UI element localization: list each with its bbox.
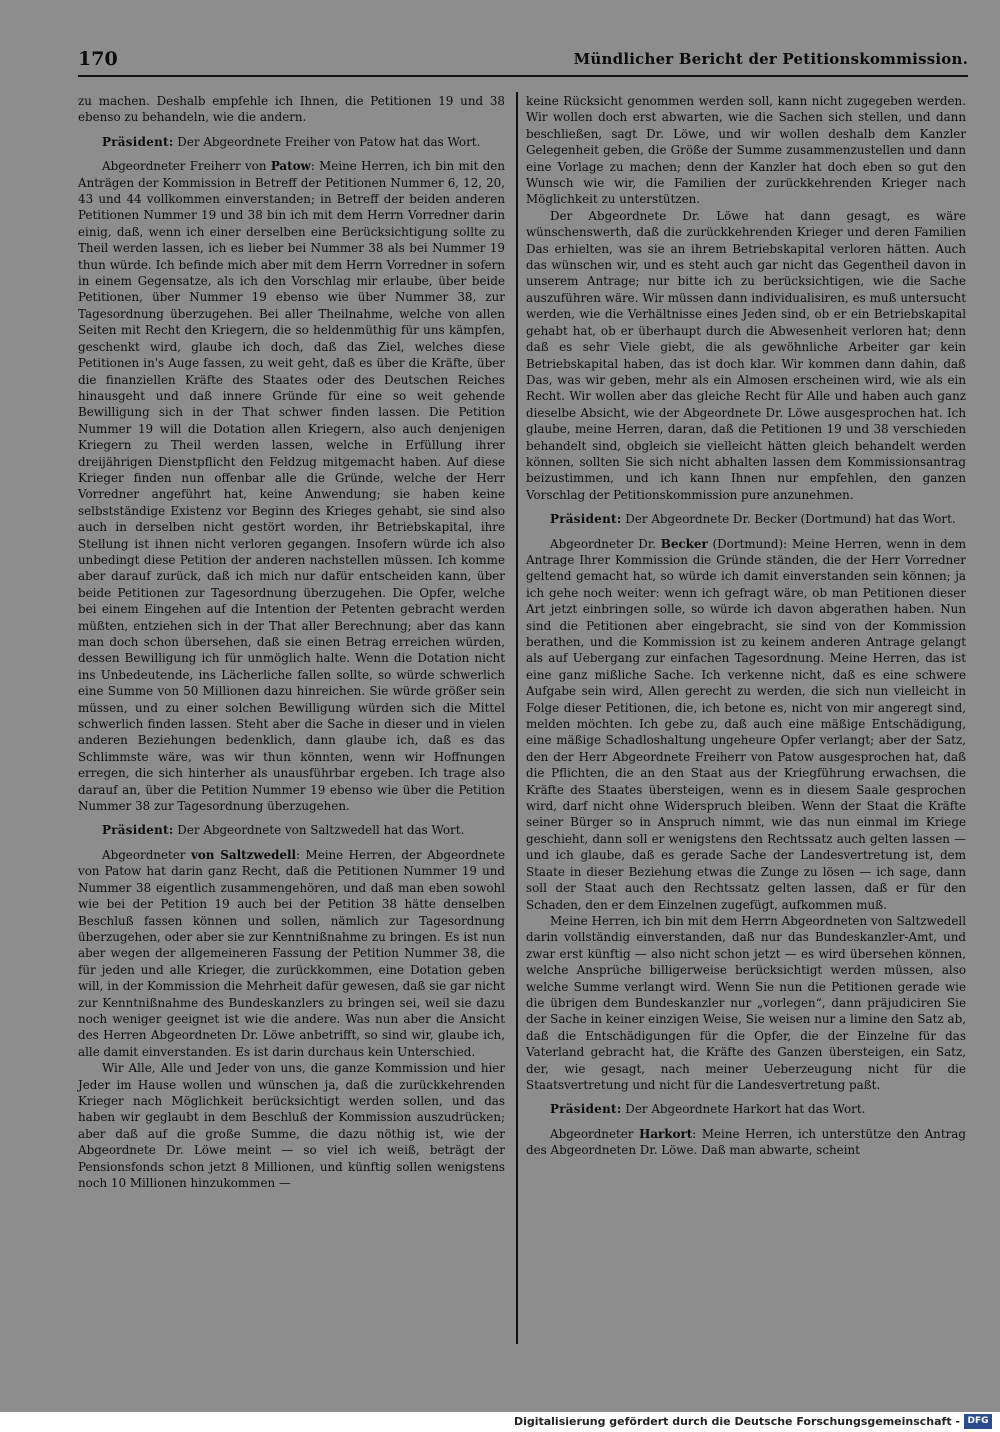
dfg-logo: DFG <box>964 1414 992 1429</box>
paragraph-text: keine Rücksicht genommen werden soll, kann nicht zugegeben werden. Wir wollen doch erst abwarten, wie die Sachen sich stellen, und dann beschließen, sagt Dr. Löwe, und wir wollen deshalb dem Kanzler Gelegenheit geben, die Größe der Summe zusammenzustellen und dann eine Vorlage zu machen; denn der Kanzler hat doch eben so gut den Wunsch wie wir, die Familien der zurückkehrenden Krieger nach Möglichkeit zu unterstützen. <box>526 94 966 207</box>
left-column <box>78 93 505 1191</box>
page-header <box>78 48 968 76</box>
speaker-name: Becker <box>660 536 708 551</box>
column-divider <box>516 92 518 1344</box>
speaker-label: Präsident: <box>550 1102 622 1117</box>
running-title: Mündlicher Bericht der Petitionskommission. <box>573 50 968 68</box>
speech-paragraph <box>526 913 966 1093</box>
paragraph-text: : Meine Herren, der Abgeordnete von Patow hat darin ganz Recht, daß die Petitionen Nummer 19 und Nummer 38 eigentlich zusammengehören, und daß man eben sowohl wie bei der Petition 19 auch bei der Petition 38 hätte denselben Beschluß fassen können und sollen, nämlich zur Tagesordnung überzugehen, oder aber sie zur Kenntnißnahme zu bringen. Es ist nun aber wegen der allgemeineren Fassung der Petition Nummer 38, die für jeden und alle Krieger, die zurückkommen, eine Dotation geben will, in der Kommission die Mehrheit dafür gewesen, daß sie gar nicht zur Kenntnißnahme des Bundeskanzlers zu bringen sei, weil sie dazu noch weniger geeignet ist wie die andere. Was nun aber die Ansicht des Herren Abgeordneten Dr. Löwe anbetrifft, so sind wir, glaube ich, alle damit einverstanden. Es ist darin durchaus kein Unterschied. <box>78 847 505 1059</box>
paragraph-text: : Meine Herren, ich unterstütze den Antrag des Abgeordneten Dr. Löwe. Daß man abwarte, scheint <box>526 1126 966 1158</box>
right-column <box>526 93 966 1159</box>
speaker-label: Präsident: <box>550 512 622 527</box>
speaker-label: Präsident: <box>102 823 174 838</box>
speaker-name: von Saltzwedell <box>190 847 297 862</box>
paragraph-text: : Meine Herren, ich bin mit den Anträgen der Kommission in Betreff der Petitionen Nummer 6, 12, 20, 43 und 44 vollkommen einverstanden; in Betreff der beiden anderen Petitionen Nummer 19 und 38 bin ich mit dem Herrn Vorredner darin einig, daß, wenn ich einer derselben eine Berücksichtigung sollte zu Theil werden lassen, ich es lieber bei Nummer 38 als bei Nummer 19 thun würde. Ich befinde mich aber mit dem Herrn Vorredner in sofern in einem Gegensatze, als ich den Vorschlag mir erlaube, über beide Petitionen, über Nummer 19 ebenso wie über Nummer 38, zur Tagesordnung überzugehen. Bei aller Theilnahme, welche von allen Seiten mit Recht den Kriegern, die so heldenmüthig für uns kämpfen, geschenkt wird, glaube ich doch, daß das Ziel, welches diese Petitionen in's Auge fassen, zu weit geht, daß es über die Kräfte, über die finanziellen Kräfte des Staates oder des Deutschen Reiches hinausgeht und daß innere Gründe für eine so weit gehende Bewilligung sich in der That schwer finden lassen. Die Petition Nummer 19 will die Dotation allen Kriegern, also auch denjenigen Kriegern zu Theil werden lassen, welche in Erfüllung ihrer dreijährigen Dienstpflicht den Feldzug mitgemacht haben. Auf diese Krieger finden nun offenbar alle die Gründe, welche der Herr Vorredner angeführt hat, keine Anwendung; sie haben keine selbstständige Existenz vor Beginn des Krieges gehabt, sie sind also auch in derselben nicht gestört worden, ihr Betriebskapital, ihre Stellung ist ihnen nicht verloren gegangen. Insofern würde ich also unbedingt diese Petition der anderen nachstellen müssen. Ich komme aber darauf zurück, daß ich mich nur dafür entscheiden kann, über beide Petitionen zur Tagesordnung überzugehen. Die Opfer, welche bei einem Eingehen auf die Intention der Petenten gebracht werden müßten, entziehen sich in der That aller Berechnung; aber das kann man doch schon übersehen, daß sie einen Betrag erreichen würden, dessen Bewilligung ich für unmöglich halte. Wenn die Dotation nicht ins Unbedeutende, ins Lächerliche fallen sollte, so würde schwerlich eine Summe von 50 Millionen dazu hinreichen. Sie würde größer sein müssen, und zu einer solchen Bewilligung würden sich die Mittel schwerlich finden lassen. Steht aber die Sache in dieser und in vielen anderen Beziehungen bedenklich, dann glaube ich, daß es das Schlimmste wäre, was wir thun könnten, wenn wir Hoffnungen erregen, die sich hinterher als unausführbar ergeben. Ich trage also darauf an, über die Petition Nummer 19 ebenso wie über die Petition Nummer 38 zur Tagesordnung überzugehen. <box>78 159 505 814</box>
header-rule <box>78 75 968 77</box>
footer-bar <box>0 1412 1000 1432</box>
paragraph-text: Der Abgeordnete von Saltzwedell hat das Wort. <box>173 823 465 838</box>
paragraph-text: zu machen. Deshalb empfehle ich Ihnen, die Petitionen 19 und 38 ebenso zu behandeln, wie die andern. <box>78 94 505 125</box>
speech-paragraph <box>526 93 966 208</box>
speaker-intro: Abgeordneter Dr. <box>550 536 661 551</box>
paragraph-text: Der Abgeordnete Freiher von Patow hat das Wort. <box>173 134 481 149</box>
paragraph-text: Wir Alle, Alle und Jeder von uns, die ganze Kommission und hier Jeder im Hause wollen und wünschen ja, daß die zurückkehrenden Krieger nach Möglichkeit berücksichtigt werden sollen, und das haben wir geglaubt in dem Beschluß der Kommission auszudrücken; aber daß auf die große Summe, die dazu nöthig ist, wie der Abgeordnete Dr. Löwe meint — so viel ich weiß, beträgt der Pensionsfonds schon jetzt 8 Millionen, und künftig sollen wenigstens noch 10 Millionen hinzukommen — <box>78 1061 505 1190</box>
speaker-label: Präsident: <box>102 134 174 149</box>
speech-paragraph <box>78 158 505 814</box>
speaker-intro: Abgeordneter <box>102 847 191 862</box>
speech-paragraph <box>526 1126 966 1159</box>
speech-paragraph <box>526 208 966 503</box>
speech-paragraph <box>78 93 505 126</box>
speech-paragraph <box>78 847 505 1060</box>
paragraph-text: (Dortmund): Meine Herren, wenn in dem Antrage Ihrer Kommission die Gründe ständen, die der Herr Vorredner geltend gemacht hat, so würde ich damit einverstanden sein können; ja ich gehe noch weiter: wenn ich gefragt wäre, ob man Petitionen dieser Art jetzt einbringen solle, so würde ich davon abgerathen haben. Nun sind die Petitionen aber eingebracht, sie sind von der Kommission berathen, und die Kommission ist zu keinem anderen Antrage gelangt als auf Uebergang zur einfachen Tagesordnung. Meine Herren, das ist eine ganz mißliche Sache. Ich verkenne nicht, daß es eine schwere Aufgabe sein wird, Allen gerecht zu werden, die sich nun vielleicht in Folge dieser Petitionen, die, ich betone es, nicht von mir angeregt sind, melden möchten. Ich gebe zu, daß auch eine mäßige Entschädigung, eine mäßige Schadloshaltung ungeheure Opfer verlangt; aber der Satz, den der Herr Abgeordnete Freiherr von Patow ausgesprochen hat, daß die Pflichten, die an den Staat aus der Kriegführung erwachsen, die Kräfte des Staates übersteigen, wenn es in diesem Saale gesprochen wird, darf nicht ohne Widerspruch bleiben. Wenn der Staat die Kräfte seiner Bürger so in Anspruch nimmt, wie das nun einmal im Kriege geschieht, dann soll er wenigstens den Rechtssatz auch gelten lassen — und ich glaube, daß es gerade Sache der Landesvertretung ist, dem Staate in dieser Beziehung etwas die Zunge zu lösen — ich sage, dann soll der Staat auch den Rechtssatz gelten lassen, daß er für den Schaden, den er dem Einzelnen zugefügt, aufkommen muß. <box>526 536 966 912</box>
speaker-name: Harkort <box>639 1126 693 1141</box>
speech-paragraph <box>78 1060 505 1191</box>
page-number: 170 <box>78 48 118 70</box>
president-remark <box>78 134 505 150</box>
paragraph-text: Der Abgeordnete Dr. Löwe hat dann gesagt, es wäre wünschenswerth, daß die zurückkehrenden Krieger und deren Familien Das erhielten, was sie an ihrem Betriebskapital verloren hätten. Auch das wünschen wir, und es steht auch gar nicht das Gegentheil davon in unserem Antrage; nur bitte ich zu berücksichtigen, wie die Sache auszuführen wäre. Wir müssen dann individualisiren, es muß untersucht werden, wie die Verhältnisse eines Jeden sind, ob er ein Betriebskapital gehabt hat, ob er überhaupt durch die Abwesenheit verloren hat; denn daß es sehr Viele giebt, die als gewöhnliche Arbeiter gar kein Betriebskapital haben, das ist doch klar. Wir kommen dann dahin, daß Das, was wir geben, mehr als ein Almosen erscheinen wird, wie als ein Recht. Wir wollen aber das gleiche Recht für Alle und haben auch ganz dieselbe Absicht, wie der Abgeordnete Dr. Löwe ausgesprochen hat. Ich glaube, meine Herren, daran, daß die Petitionen 19 und 38 verschieden behandelt sind, obgleich sie vielleicht hätten gleich behandelt werden können, sollten Sie sich nicht abhalten lassen dem Kommissionsantrag beizustimmen, und ich kann Ihnen nur empfehlen, den ganzen Vorschlag der Petitionskommission pure anzunehmen. <box>526 208 966 502</box>
speech-paragraph <box>526 536 966 913</box>
speaker-intro: Abgeordneter Freiherr von <box>102 159 271 174</box>
footer-credit: Digitalisierung gefördert durch die Deutsche Forschungsgemeinschaft - <box>513 1415 960 1428</box>
president-remark <box>526 1101 966 1117</box>
paragraph-text: Der Abgeordnete Harkort hat das Wort. <box>621 1102 866 1117</box>
speaker-intro: Abgeordneter <box>550 1126 640 1141</box>
president-remark <box>78 822 505 838</box>
speaker-name: Patow <box>270 159 311 174</box>
paragraph-text: Der Abgeordnete Dr. Becker (Dortmund) hat das Wort. <box>621 512 956 527</box>
paragraph-text: Meine Herren, ich bin mit dem Herrn Abgeordneten von Saltzwedell darin vollständig einverstanden, daß nur das Bundeskanzler-Amt, und zwar erst künftig — also nicht schon jetzt — es wird übersehen können, welche Ansprüche billigerweise berücksichtigt werden müssen, also welche Summe verlangt wird. Wenn Sie nun die Petitionen gerade wie die übrigen dem Bundeskanzler nur „vorlegen“, dann präjudiciren Sie der Sache in keiner einzigen Weise, Sie weisen nur a limine den Satz ab, daß die Entschädigungen für die Opfer, die der Einzelne für das Vaterland gebracht hat, die Kräfte des Ganzen übersteigen, ein Satz, der, wie gesagt, nach meiner Ueberzeugung nicht für die Staatsvertretung und nicht für die Landesvertretung paßt. <box>526 913 966 1092</box>
president-remark <box>526 511 966 527</box>
